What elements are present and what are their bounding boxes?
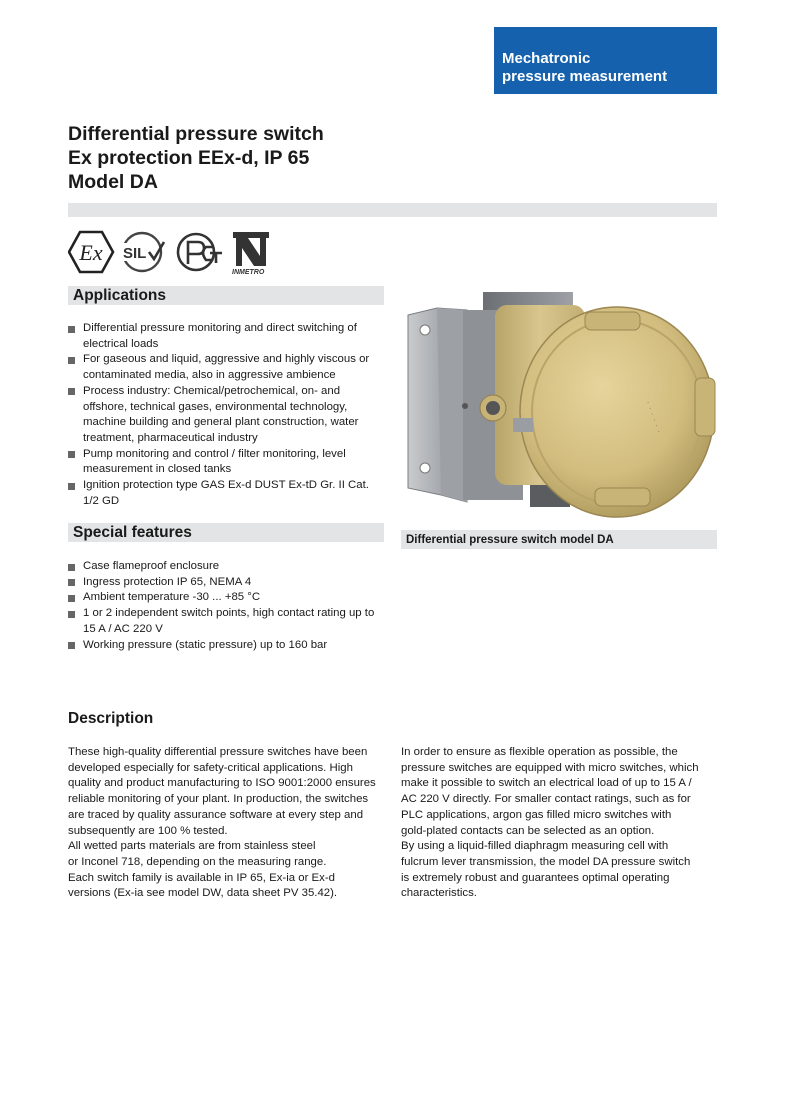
ex-icon bbox=[69, 232, 113, 272]
sil-label: SIL bbox=[123, 245, 147, 262]
bullet-square-icon bbox=[68, 388, 75, 395]
special-features-heading: Special features bbox=[68, 523, 384, 542]
list-item: Case flameproof enclosure bbox=[68, 559, 386, 575]
text-line: versions (Ex-ia see model DW, data sheet PV 35.42). bbox=[68, 887, 338, 900]
description-left-column bbox=[68, 745, 388, 902]
list-item: Working pressure (static pressure) up to 160 bar bbox=[68, 638, 386, 654]
list-item: For gaseous and liquid, aggressive and highly viscous or contaminated media, also in aggressive ambience bbox=[68, 352, 386, 383]
applications-list bbox=[68, 321, 386, 509]
title-line-2: Ex protection EEx-d, IP 65 bbox=[68, 147, 310, 169]
text-line: All wetted parts materials are from stainless steel bbox=[68, 840, 316, 853]
svg-text:· · · · · ·: · · · · · · bbox=[642, 399, 665, 435]
bullet-square-icon bbox=[68, 483, 75, 490]
image-caption: Differential pressure switch model DA bbox=[401, 530, 717, 549]
gost-icon bbox=[178, 234, 222, 270]
text-line: pressure switches are equipped with micro switches, which bbox=[401, 761, 699, 774]
description-right-column bbox=[401, 745, 721, 902]
bullet-square-icon bbox=[68, 451, 75, 458]
bullet-square-icon bbox=[68, 357, 75, 364]
text-line: is extremely robust and guarantees optimal operating bbox=[401, 871, 670, 884]
bullet-square-icon bbox=[68, 642, 75, 649]
bullet-square-icon bbox=[68, 564, 75, 571]
list-item: Pump monitoring and control / filter monitoring, level measurement in closed tanks bbox=[68, 447, 386, 478]
text-line: are traced by quality assurance software at every step and bbox=[68, 808, 364, 821]
text-line: gold-plated contacts can be selected as an option. bbox=[401, 824, 655, 837]
description-heading: Description bbox=[68, 710, 154, 727]
text-line: or Inconel 718, depending on the measuring range. bbox=[68, 855, 327, 868]
sil-check-icon bbox=[120, 233, 164, 271]
text-line: subsequently are 100 % tested. bbox=[68, 824, 228, 837]
title-divider bbox=[68, 203, 717, 217]
title-line-1: Differential pressure switch bbox=[68, 123, 324, 145]
brand-tag bbox=[494, 27, 717, 94]
text-line: Each switch family is available in IP 65, Ex-ia or Ex-d bbox=[68, 871, 335, 884]
text-line: quality and product manufacturing to ISO 9001:2000 ensures bbox=[68, 777, 376, 790]
title-line-3: Model DA bbox=[68, 171, 158, 193]
certification-logos bbox=[68, 230, 278, 275]
bullet-square-icon bbox=[68, 595, 75, 602]
product-image bbox=[405, 290, 718, 520]
text-line: In order to ensure as flexible operation as possible, the bbox=[401, 746, 678, 758]
list-item: Ignition protection type GAS Ex-d DUST Ex-tD Gr. II Cat. 1/2 GD bbox=[68, 478, 386, 509]
bullet-square-icon bbox=[68, 611, 75, 618]
text-line: By using a liquid-filled diaphragm measuring cell with bbox=[401, 840, 669, 853]
brand-line-2: pressure measurement bbox=[502, 68, 668, 85]
inmetro-label: INMETRO bbox=[232, 269, 265, 275]
list-item: Process industry: Chemical/petrochemical, on- and offshore, technical gases, environmental technology, machine building and general plant construction, water treatment, pharmaceutical industry bbox=[68, 384, 386, 447]
page-title bbox=[68, 122, 468, 194]
list-item: Ingress protection IP 65, NEMA 4 bbox=[68, 575, 386, 591]
text-line: fulcrum lever transmission, the model DA pressure switch bbox=[401, 855, 691, 868]
list-item: 1 or 2 independent switch points, high contact rating up to 15 A / AC 220 V bbox=[68, 606, 386, 637]
list-item: Differential pressure monitoring and direct switching of electrical loads bbox=[68, 321, 386, 352]
text-line: make it possible to switch an electrical load of up to 15 A / bbox=[401, 777, 692, 790]
inmetro-icon bbox=[232, 232, 269, 275]
list-item: Ambient temperature -30 ... +85 °C bbox=[68, 590, 386, 606]
brand-line-1: Mechatronic bbox=[502, 50, 591, 67]
special-features-list bbox=[68, 559, 386, 653]
applications-heading: Applications bbox=[68, 286, 384, 305]
text-line: reliable monitoring of your plant. In production, the switches bbox=[68, 793, 369, 806]
bullet-square-icon bbox=[68, 326, 75, 333]
text-line: PLC applications, argon gas filled micro switches with bbox=[401, 808, 672, 821]
svg-text:Ex: Ex bbox=[79, 240, 103, 265]
text-line: AC 220 V directly. For smaller contact ratings, such as for bbox=[401, 793, 691, 806]
text-line: These high-quality differential pressure switches have been bbox=[68, 746, 368, 758]
text-line: developed especially for safety-critical applications. High bbox=[68, 761, 353, 774]
bullet-square-icon bbox=[68, 579, 75, 586]
text-line: characteristics. bbox=[401, 887, 477, 900]
